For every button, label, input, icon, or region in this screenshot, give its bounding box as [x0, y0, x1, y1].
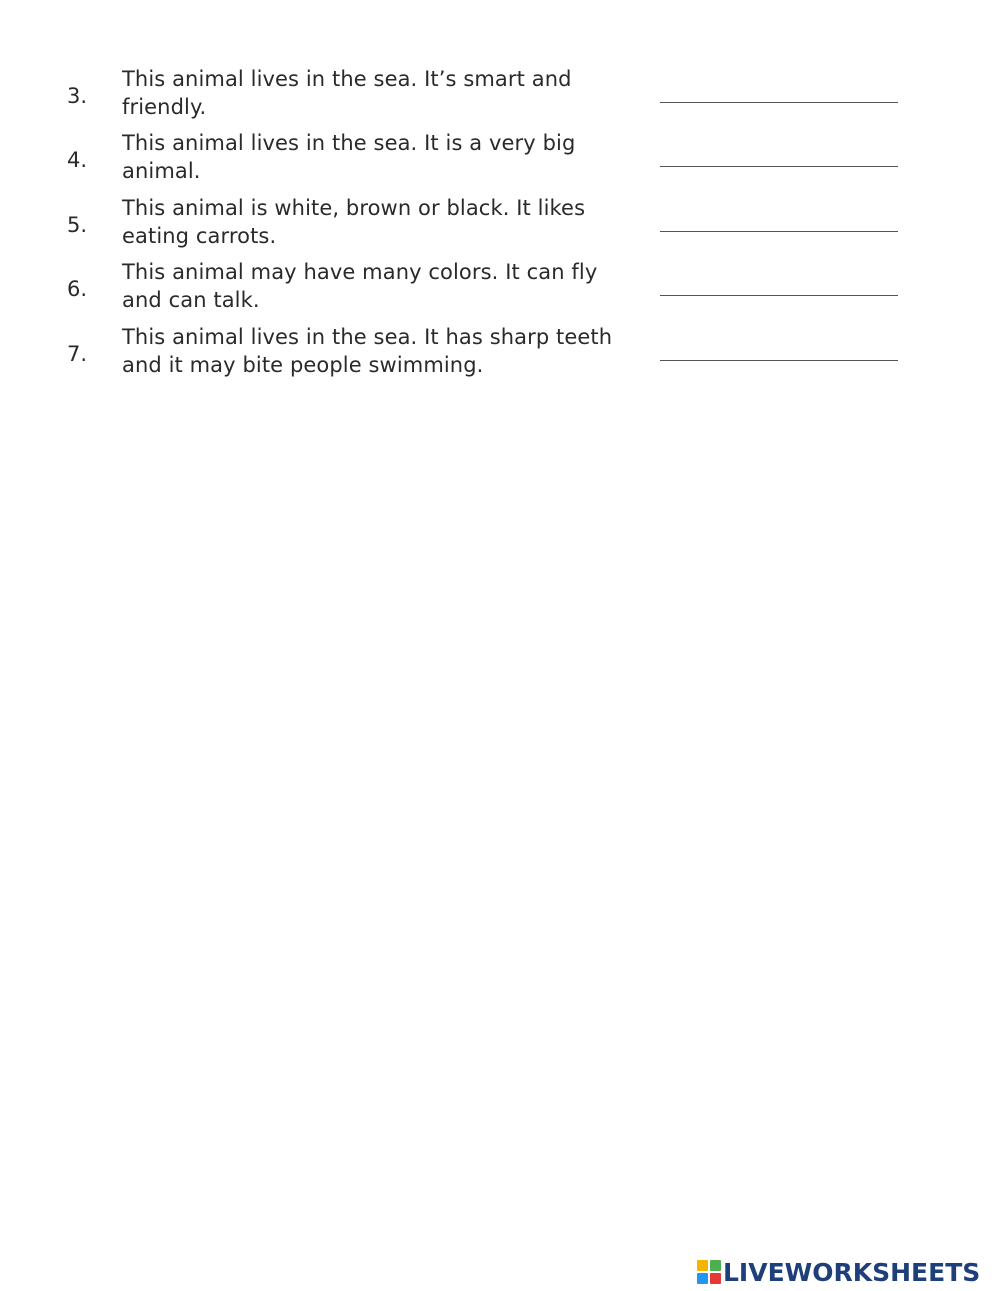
question-number: 3. [67, 84, 88, 108]
question-number: 5. [67, 213, 88, 237]
question-text: This animal is white, brown or black. It likes eating carrots. [122, 196, 586, 248]
question-text: This animal lives in the sea. It has sharp teeth and it may bite people swimming. [122, 325, 613, 377]
logo-square-blue [697, 1273, 708, 1284]
answer-input[interactable] [660, 166, 898, 167]
question-row [0, 194, 1000, 256]
question-number: 6. [67, 277, 88, 301]
question-text: This animal may have many colors. It can fly and can talk. [122, 260, 598, 312]
logo-square-green [710, 1260, 721, 1271]
question-row [0, 323, 1000, 385]
question-number: 7. [67, 342, 88, 366]
question-text: This animal lives in the sea. It is a very big animal. [122, 131, 576, 183]
question-number: 4. [67, 148, 88, 172]
liveworksheets-logo-icon [697, 1260, 721, 1284]
question-row [0, 258, 1000, 320]
logo-text: LIVEWORKSHEETS [723, 1257, 981, 1287]
question-row [0, 65, 1000, 127]
answer-input[interactable] [660, 295, 898, 296]
answer-input[interactable] [660, 231, 898, 232]
answer-input[interactable] [660, 102, 898, 103]
logo-square-yellow [697, 1260, 708, 1271]
question-row [0, 129, 1000, 191]
question-text: This animal lives in the sea. It’s smart and friendly. [122, 67, 572, 119]
answer-input[interactable] [660, 360, 898, 361]
liveworksheets-logo[interactable] [697, 1257, 980, 1287]
logo-square-red [710, 1273, 721, 1284]
